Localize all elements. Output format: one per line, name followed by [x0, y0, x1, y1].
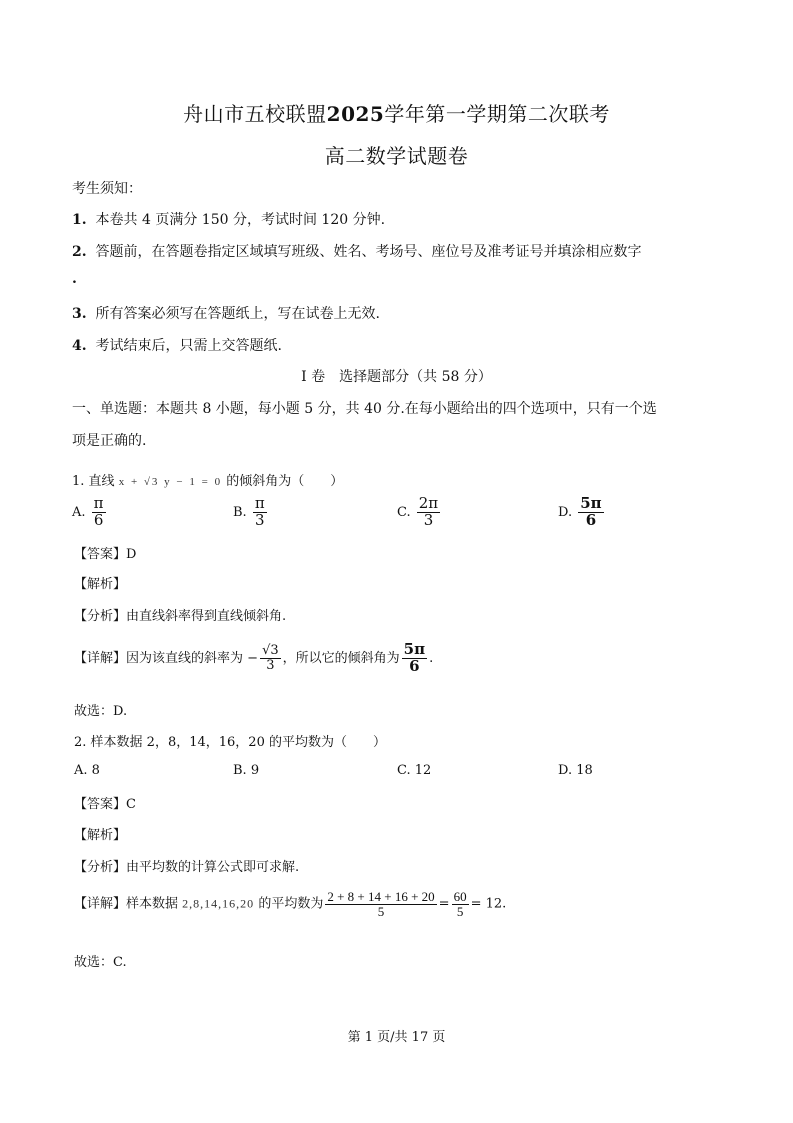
- q2-fenxi: 【分析】由平均数的计算公式即可求解.: [74, 860, 300, 875]
- q1-stem: 1. 直线 x + √3 y − 1 = 0 的倾斜角为（ ）: [72, 474, 344, 489]
- q2-answer: 【答案】C: [74, 797, 136, 812]
- notice-item-2: 2. 答题前，在答题卷指定区域填写班级、姓名、考场号、座位号及准考证号并填涂相应数字: [72, 244, 642, 260]
- q2-option-c: C. 12: [397, 763, 432, 778]
- title-year: 2025: [326, 102, 385, 126]
- section-title: I 卷 选择题部分（共 58 分）: [301, 369, 492, 385]
- q1-formula: x + √3 y − 1 = 0: [118, 476, 223, 488]
- q2-option-a: A. 8: [74, 763, 100, 778]
- notice-item-3: 3. 所有答案必须写在答题纸上，写在试卷上无效.: [72, 306, 380, 322]
- section-instructions-line1: 一、单选题：本题共 8 小题，每小题 5 分，共 40 分.在每小题给出的四个选项中，只有一个选: [72, 401, 657, 417]
- q2-option-d: D. 18: [558, 763, 593, 778]
- q1-fenxi: 【分析】由直线斜率得到直线倾斜角.: [74, 609, 287, 624]
- q2-detail: 【详解】样本数据 2,8,14,16,20 的平均数为 $\frac{2 + 8 + 14 + 16 + 20}{5}$ = $\frac{60}{5}$ = 12.: [74, 889, 507, 919]
- section-instructions-line2: 项是正确的.: [72, 433, 147, 449]
- q2-choice: 故选：C.: [74, 955, 127, 970]
- q2-analysis-label: 【解析】: [74, 828, 127, 843]
- q2-option-b: B. 9: [233, 763, 260, 778]
- title-suffix: 学年第一学期第二次联考: [384, 102, 610, 126]
- q2-stem: 2. 样本数据 2，8，14，16，20 的平均数为（ ）: [74, 735, 386, 750]
- q1-answer: 【答案】D: [74, 547, 137, 562]
- q1-option-a: A. $\frac{\pi}{6}$: [72, 494, 104, 529]
- q1-option-d: D. $\frac{5\pi}{6}$: [558, 494, 602, 529]
- exam-subtitle: 高二数学试题卷: [324, 144, 469, 168]
- page-number: 第 1 页/共 17 页: [347, 1030, 446, 1045]
- notice-item-4: 4. 考试结束后，只需上交答题纸.: [72, 338, 282, 354]
- notice-item-2-cont: .: [72, 271, 77, 287]
- q1-option-b: B. $\frac{\pi}{3}$: [233, 494, 265, 529]
- q1-choice: 故选：D.: [74, 704, 128, 719]
- q1-detail: 【详解】因为该直线的斜率为 − $\frac{√3}{3}$ ，所以它的倾斜角为 $\frac{5\pi}{6}$ .: [74, 640, 434, 675]
- q1-analysis-label: 【解析】: [74, 577, 127, 592]
- exam-title: [0, 98, 793, 127]
- notice-heading: 考生须知：: [72, 181, 142, 197]
- notice-item-1: 1. 本卷共 4 页满分 150 分，考试时间 120 分钟.: [72, 212, 386, 228]
- q1-option-c: C. $\frac{2\pi}{3}$: [397, 494, 439, 529]
- title-prefix: 舟山市五校联盟: [183, 102, 327, 126]
